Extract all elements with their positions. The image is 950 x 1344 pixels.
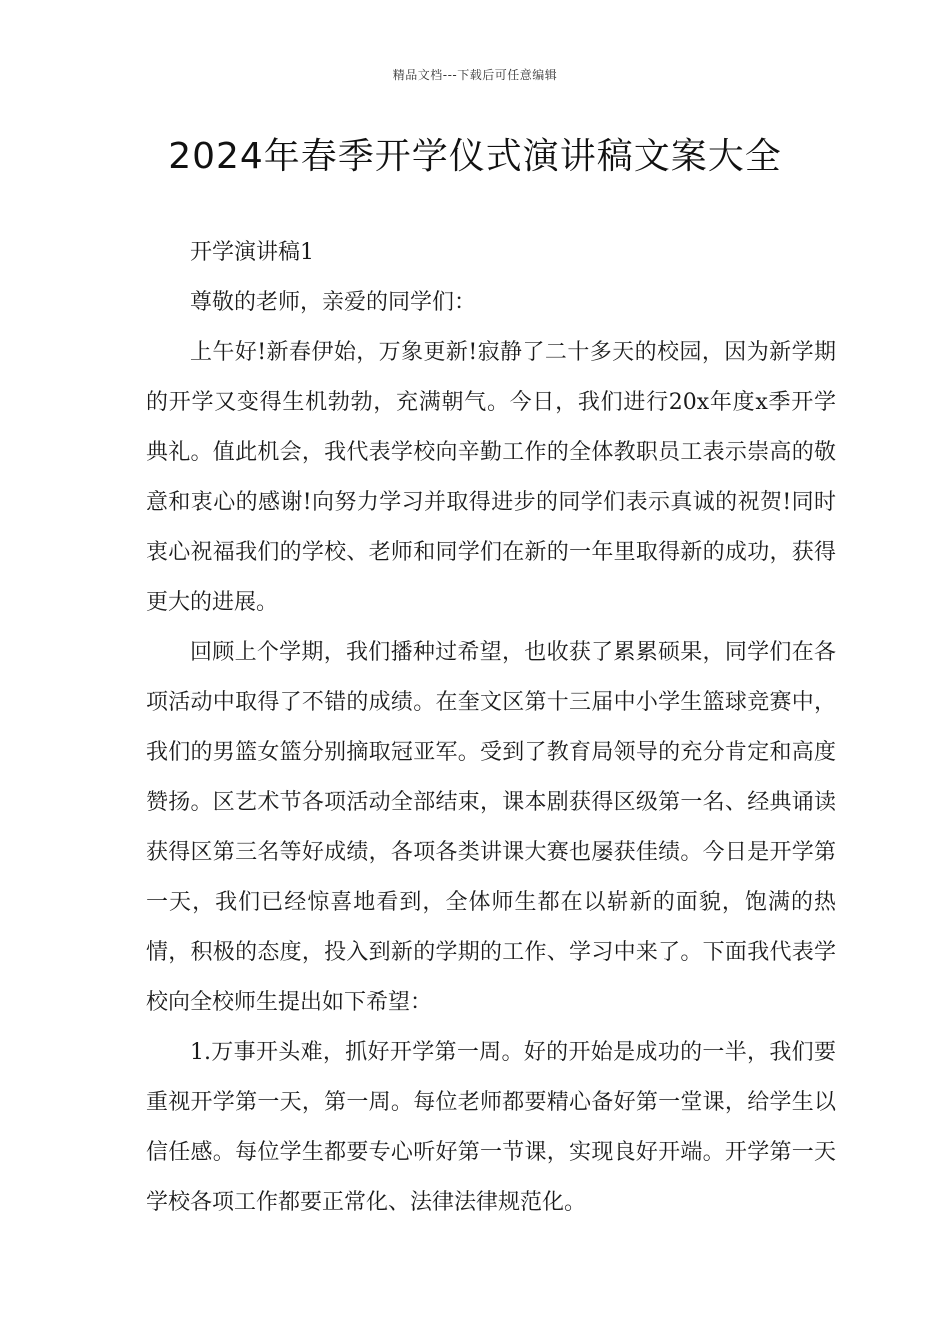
salutation: 尊敬的老师，亲爱的同学们：: [190, 290, 477, 315]
header-watermark: 精品文档---下载后可任意编辑: [392, 68, 558, 82]
document-body: [146, 228, 836, 1228]
body-paragraph: 回顾上个学期，我们播种过希望，也收获了累累硕果，同学们在各项活动中取得了不错的成绩。在奎文区第十三届中小学生篮球竞赛中，我们的男篮女篮分别摘取冠亚军。受到了教育局领导的充分肯定和高度赞扬。区艺术节各项活动全部结束，课本剧获得区级第一名、经典诵读获得区第三名等好成绩，各项各类讲课大赛也屡获佳绩。今日是开学第一天，我们已经惊喜地看到，全体师生都在以崭新的面貌，饱满的热情，积极的态度，投入到新的学期的工作、学习中来了。下面我代表学校向全校师生提出如下希望：: [146, 640, 836, 1015]
section-heading: 开学演讲稿1: [190, 240, 314, 265]
document-title: 2024年春季开学仪式演讲稿文案大全: [168, 136, 782, 177]
body-paragraph: 1.万事开头难，抓好开学第一周。好的开始是成功的一半，我们要重视开学第一天，第一周。每位老师都要精心备好第一堂课，给学生以信任感。每位学生都要专心听好第一节课，实现良好开端。开学第一天学校各项工作都要正常化、法律法律规范化。: [146, 1040, 836, 1215]
body-paragraph: 上午好!新春伊始，万象更新!寂静了二十多天的校园，因为新学期的开学又变得生机勃勃，充满朝气。今日，我们进行20x年度x季开学典礼。值此机会，我代表学校向辛勤工作的全体教职员工表示崇高的敬意和衷心的感谢!向努力学习并取得进步的同学们表示真诚的祝贺!同时衷心祝福我们的学校、老师和同学们在新的一年里取得新的成功，获得更大的进展。: [146, 340, 836, 615]
